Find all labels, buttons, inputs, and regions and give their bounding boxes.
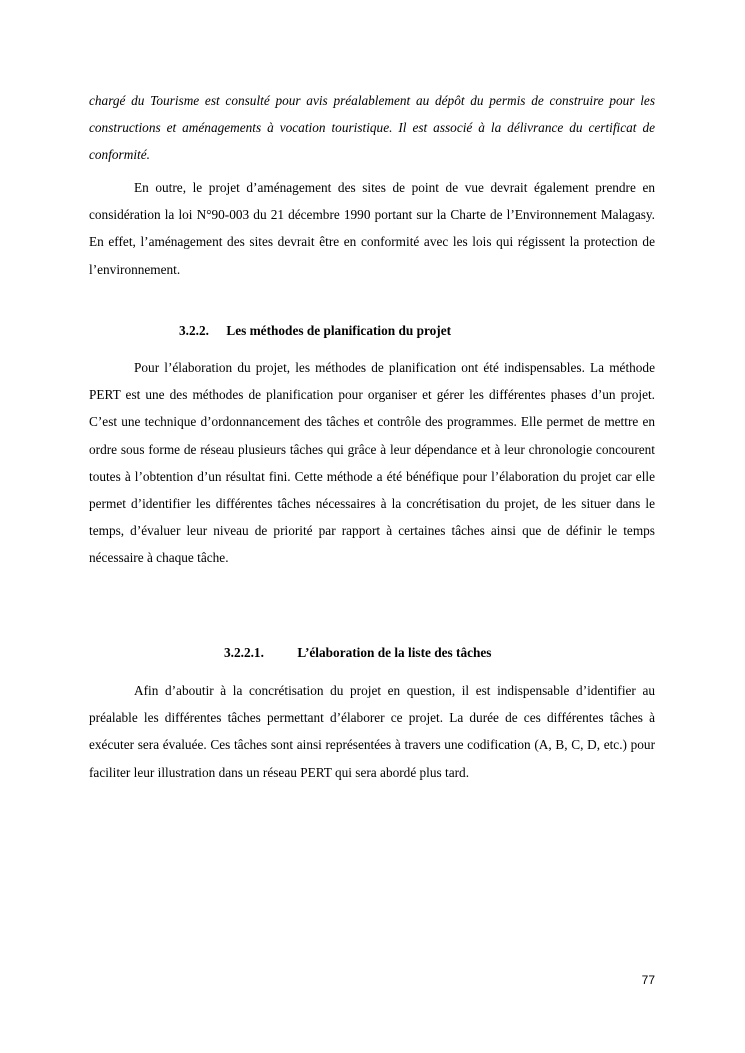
intro-paragraph: chargé du Tourisme est consulté pour avis préalablement au dépôt du permis de construire pour les constructions et aménagements à vocation touristique. Il est associé à la délivrance du certificat de conformité. [89, 93, 655, 163]
task-list-paragraph: Afin d’aboutir à la concrétisation du projet en question, il est indispensable d’identifier au préalable les différentes tâches permettant d’élaborer ce projet. La durée de ces différentes tâches à exécuter sera évaluée. Ces tâches sont ainsi représentées à travers une codification (A, B, C, D, etc.) pour faciliter leur illustration dans un réseau PERT qui sera abordé plus tard. [89, 683, 655, 780]
section-number: 3.2.2. [179, 323, 209, 338]
environment-paragraph: En outre, le projet d’aménagement des sites de point de vue devrait également prendre en considération la loi N°90-003 du 21 décembre 1990 portant sur la Charte de l’Environnement Malagasy. En effet, l’aménagement des sites devrait être en conformité avec les lois qui régissent la protection de l’environnement. [89, 180, 655, 277]
section-heading-3-2-2 [179, 321, 451, 341]
planning-methods-paragraph: Pour l’élaboration du projet, les méthodes de planification ont été indispensables. La méthode PERT est une des méthodes de planification pour organiser et gérer les différentes phases d’un projet. C’est une technique d’ordonnancement des tâches et contrôle des programmes. Elle permet de mettre en ordre sous forme de réseau plusieurs tâches qui grâce à leur dépendance et à leur chronologie concourent toutes à l’obtention d’un résultat fini. Cette méthode a été bénéfique pour l’élaboration du projet car elle permet d’identifier les différentes tâches nécessaires à la concrétisation du projet, de les situer dans le temps, d’évaluer leur niveau de priorité par rapport à certaines tâches ainsi que de définir le temps nécessaire à chaque tâche. [89, 360, 655, 566]
subsection-title: L’élaboration de la liste des tâches [297, 645, 492, 660]
subsection-number: 3.2.2.1. [224, 645, 264, 660]
section-title: Les méthodes de planification du projet [226, 323, 452, 338]
section-heading-3-2-2-1 [224, 643, 491, 663]
page-number: 77 [641, 973, 655, 987]
